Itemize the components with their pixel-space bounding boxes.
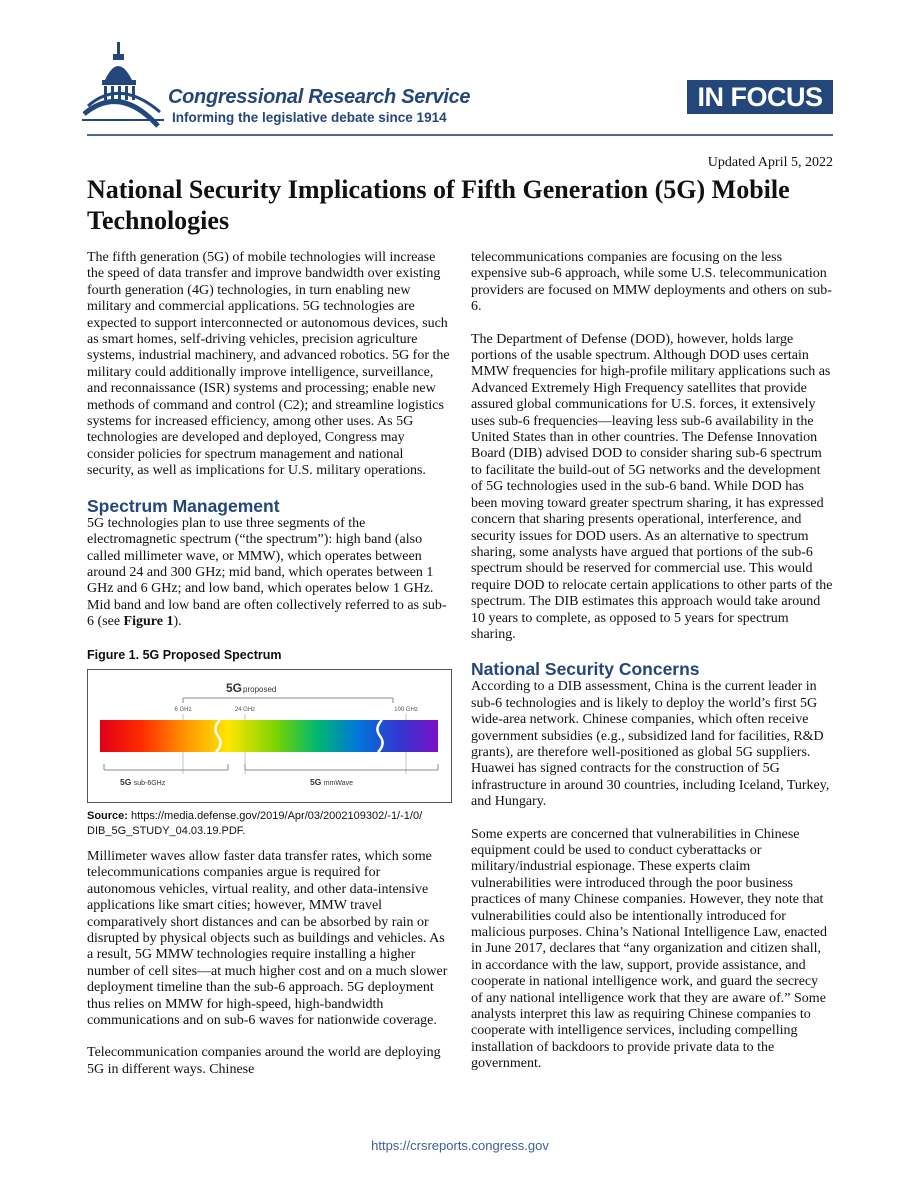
figure-source [87,809,452,839]
spectrum-figure [87,669,452,803]
column-right [471,250,833,1089]
page-header [0,0,920,140]
figure-reference: Figure 1 [123,614,174,630]
updated-date: Updated April 5, 2022 [707,155,833,170]
spectrum-text-end: ). [173,614,182,630]
label-sub6: 5G sub-6GHz [120,776,166,787]
page-title: National Security Implications of Fifth Generation (5G) Mobile Technologies [87,175,790,235]
org-tagline: Informing the legislative debate since 1914 [172,110,447,125]
tick-24ghz: 24 GHz [234,706,256,713]
spectrum-bar [100,720,438,752]
security-paragraph: According to a DIB assessment, China is the current leader in sub-6 technologies and is likely to deploy the world’s first 5G wide-area network. Chinese companies, which often receive government subsidies (e.g., subsidized land for facilities, R&D grants), are therefore well-positioned as global 5G suppliers. Huawei has signed contracts for the construction of 5G infrastructure in around 30 countries, including Iceland, Turkey, and Hungary. [471,679,830,810]
org-name: Congressional Research Service [168,86,471,108]
tick-100ghz: 100 GHz [394,706,418,713]
spectrum-diagram [88,670,451,802]
heading-spectrum-management: Spectrum Management [87,495,280,516]
footer-link[interactable]: https://crsreports.congress.gov [371,1138,549,1153]
figure-title: Figure 1. 5G Proposed Spectrum [87,647,282,662]
spectrum-paragraph [87,516,452,631]
capitol-dome-icon [80,40,166,130]
column-left [87,250,452,1094]
telecom-paragraph: Telecommunication companies around the world are deploying 5G in different ways. Chinese [87,1045,441,1077]
vulnerability-paragraph: Some experts are concerned that vulnerabilities in Chinese equipment could be used to conduct cyberattacks or military/industrial espionage. These experts claim vulnerabilities were introduced through the poor business practices of many Chinese companies. However, they note that vulnerabilities could also be intentionally introduced for malicious purposes. China’s National Intelligence Law, enacted in June 2017, declares that “any organization and citizen shall, in accordance with the law, support, provide assistance, and cooperate in national intelligence work, and guard the secrecy of any national intelligence work that they are aware of.” Some analysts interpret this law as requiring Chinese companies to cooperate with intelligence services, including compelling installation of backdoors to provide private data to the government. [471,826,827,1072]
label-mmwave: 5G mmWave [310,776,354,787]
heading-national-security: National Security Concerns [471,659,700,680]
telecom-continued-paragraph: telecommunications companies are focusing on the less expensive sub-6 approach, while some U.S. telecommunication providers are focused on MMW deployments and others on sub-6. [471,250,832,315]
tick-6ghz: 6 GHz [174,706,192,713]
mmw-paragraph: Millimeter waves allow faster data transfer rates, which some telecommunications companies argue is required for autonomous vehicles, virtual reality, and other data-intensive applications like smart cities; however, MMW travel comparatively short distances and can be absorbed by rain or disrupted by physical objects such as buildings and vehicles. As a result, 5G MMW technologies require installing a higher number of cell sites—at much higher cost and on a much slower deployment timeline than the sub-6 approach. 5G deployment thus relies on MMW for high-speed, high-bandwidth communications and on sub-6 waves for nationwide coverage. [87,848,448,1028]
spectrum-text: 5G technologies plan to use three segments of the electromagnetic spectrum (“the spectrum”): high band (also called millimeter wave, or MMW), which operates between around 24 and 300 GHz; mid band, which operates between 1 GHz and 6 GHz; and low band, which operates below 1 GHz. Mid band and low band are often collectively referred to as sub-6 (see [87,515,447,630]
header-divider [87,134,833,136]
intro-paragraph: The fifth generation (5G) of mobile technologies will increase the speed of data transfer and improve bandwidth over existing fourth generation (4G) technologies, in turn enabling new military and commercial applications. 5G technologies are expected to support interconnected or autonomous devices, such as smart homes, self-driving vehicles, precision agriculture systems, industrial machinery, and advanced robotics. 5G for the military could additionally improve intelligence, surveillance, and reconnaissance (ISR) systems and processing; enable new methods of command and control (C2); and streamline logistics systems for increased efficiency, among other uses. As 5G technologies are developed and deployed, Congress may consider policies for spectrum management and national security, as well as implications for U.S. military operations. [87,250,450,479]
fig-label-main: 5Gproposed [226,680,277,695]
source-label: Source: [87,809,128,822]
in-focus-badge: IN FOCUS [687,80,833,114]
source-url: https://media.defense.gov/2019/Apr/03/2002109302/-1/-1/0/ DIB_5G_STUDY_04.03.19.PDF. [87,809,423,837]
dod-paragraph: The Department of Defense (DOD), however, holds large portions of the usable spectrum. Although DOD uses certain MMW frequencies for high-profile military applications such as Advanced Extremely High Frequency satellites that provide assured global communications for U.S. forces, it extensively uses sub-6 frequencies—leaving less sub-6 availability in the United States than in other countries. The Defense Innovation Board (DIB) advised DOD to consider sharing sub-6 spectrum to facilitate the build-out of 5G networks and the development of 5G technologies used in the sub-6 band. While DOD has been moving toward greater spectrum sharing, it has expressed concern that sharing presents operational, interference, and security issues for DOD users. As an alternative to spectrum sharing, some analysts have argued that portions of the sub-6 spectrum should be reserved for commercial use. This would require DOD to relocate certain applications to other parts of the spectrum. The DIB estimates this approach would take around 10 years to complete, as opposed to 5 years for spectrum sharing. [471,331,833,642]
